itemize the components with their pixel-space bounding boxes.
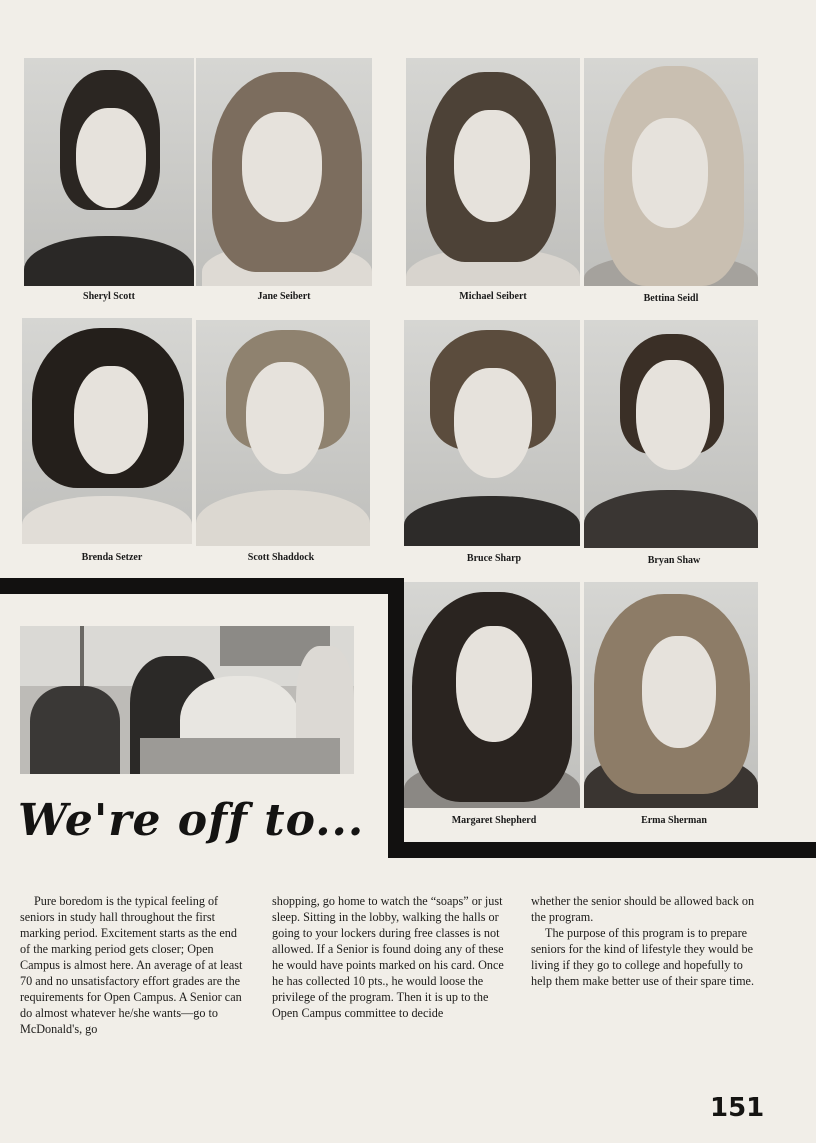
- article-paragraph: whether the senior should be allowed back on the program.: [531, 894, 755, 924]
- group-photo: [20, 626, 354, 774]
- article-column-1: [20, 893, 250, 1037]
- portrait-photo: [24, 58, 194, 286]
- portrait-photo: [22, 318, 192, 544]
- portrait-photo: [196, 58, 372, 286]
- portrait-photo: [404, 320, 580, 546]
- page-number: 151: [710, 1093, 765, 1123]
- portrait-caption: Margaret Shepherd: [451, 815, 537, 826]
- portrait-photo: [406, 58, 580, 286]
- portrait-caption: Bettina Seidl: [643, 293, 699, 304]
- portrait-caption: Michael Seibert: [459, 291, 527, 302]
- article-paragraph: The purpose of this program is to prepare seniors for the kind of lifestyle they would be living if they go to college and hopefully to help them make better use of their spare time.: [531, 926, 755, 988]
- frame-bar-bottom: [388, 842, 816, 858]
- frame-bar-top: [0, 578, 404, 594]
- portrait-caption: Sheryl Scott: [83, 291, 135, 302]
- portrait-caption: Erma Sherman: [641, 815, 707, 826]
- article-column-3: [531, 893, 763, 989]
- article-paragraph: shopping, go home to watch the “soaps” or just sleep. Sitting in the lobby, walking the halls or going to your lockers during free classes is not allowed. If a Senior is found doing any of these he would have points marked on his card. Once he has collected 10 pts., he would loose the privilege of the program. Then it is up to the Open Campus committee to decide: [272, 894, 504, 1020]
- article-column-2: [272, 893, 508, 1021]
- portrait-caption: Bruce Sharp: [466, 553, 522, 564]
- portrait-photo: [584, 320, 758, 548]
- portrait-caption: Jane Seibert: [257, 291, 311, 302]
- article-paragraph: Pure boredom is the typical feeling of seniors in study hall throughout the first marking period. Excitement starts as the end of the marking period gets closer; Open Campus is almost here. An average of at least 70 and no unsatisfactory effort grades are the requirements for Open Campus. A Senior can do almost whatever he/she wants—go to McDonald's, go: [20, 894, 243, 1036]
- portrait-caption: Brenda Setzer: [81, 552, 143, 563]
- portrait-caption: Bryan Shaw: [647, 555, 701, 566]
- frame-bar-vertical: [388, 578, 404, 856]
- portrait-photo: [196, 320, 370, 546]
- portrait-photo: [404, 582, 580, 808]
- portrait-photo: [584, 58, 758, 286]
- portrait-photo: [584, 582, 758, 808]
- portrait-caption: Scott Shaddock: [247, 552, 315, 563]
- article-headline: We're off to...: [18, 795, 365, 846]
